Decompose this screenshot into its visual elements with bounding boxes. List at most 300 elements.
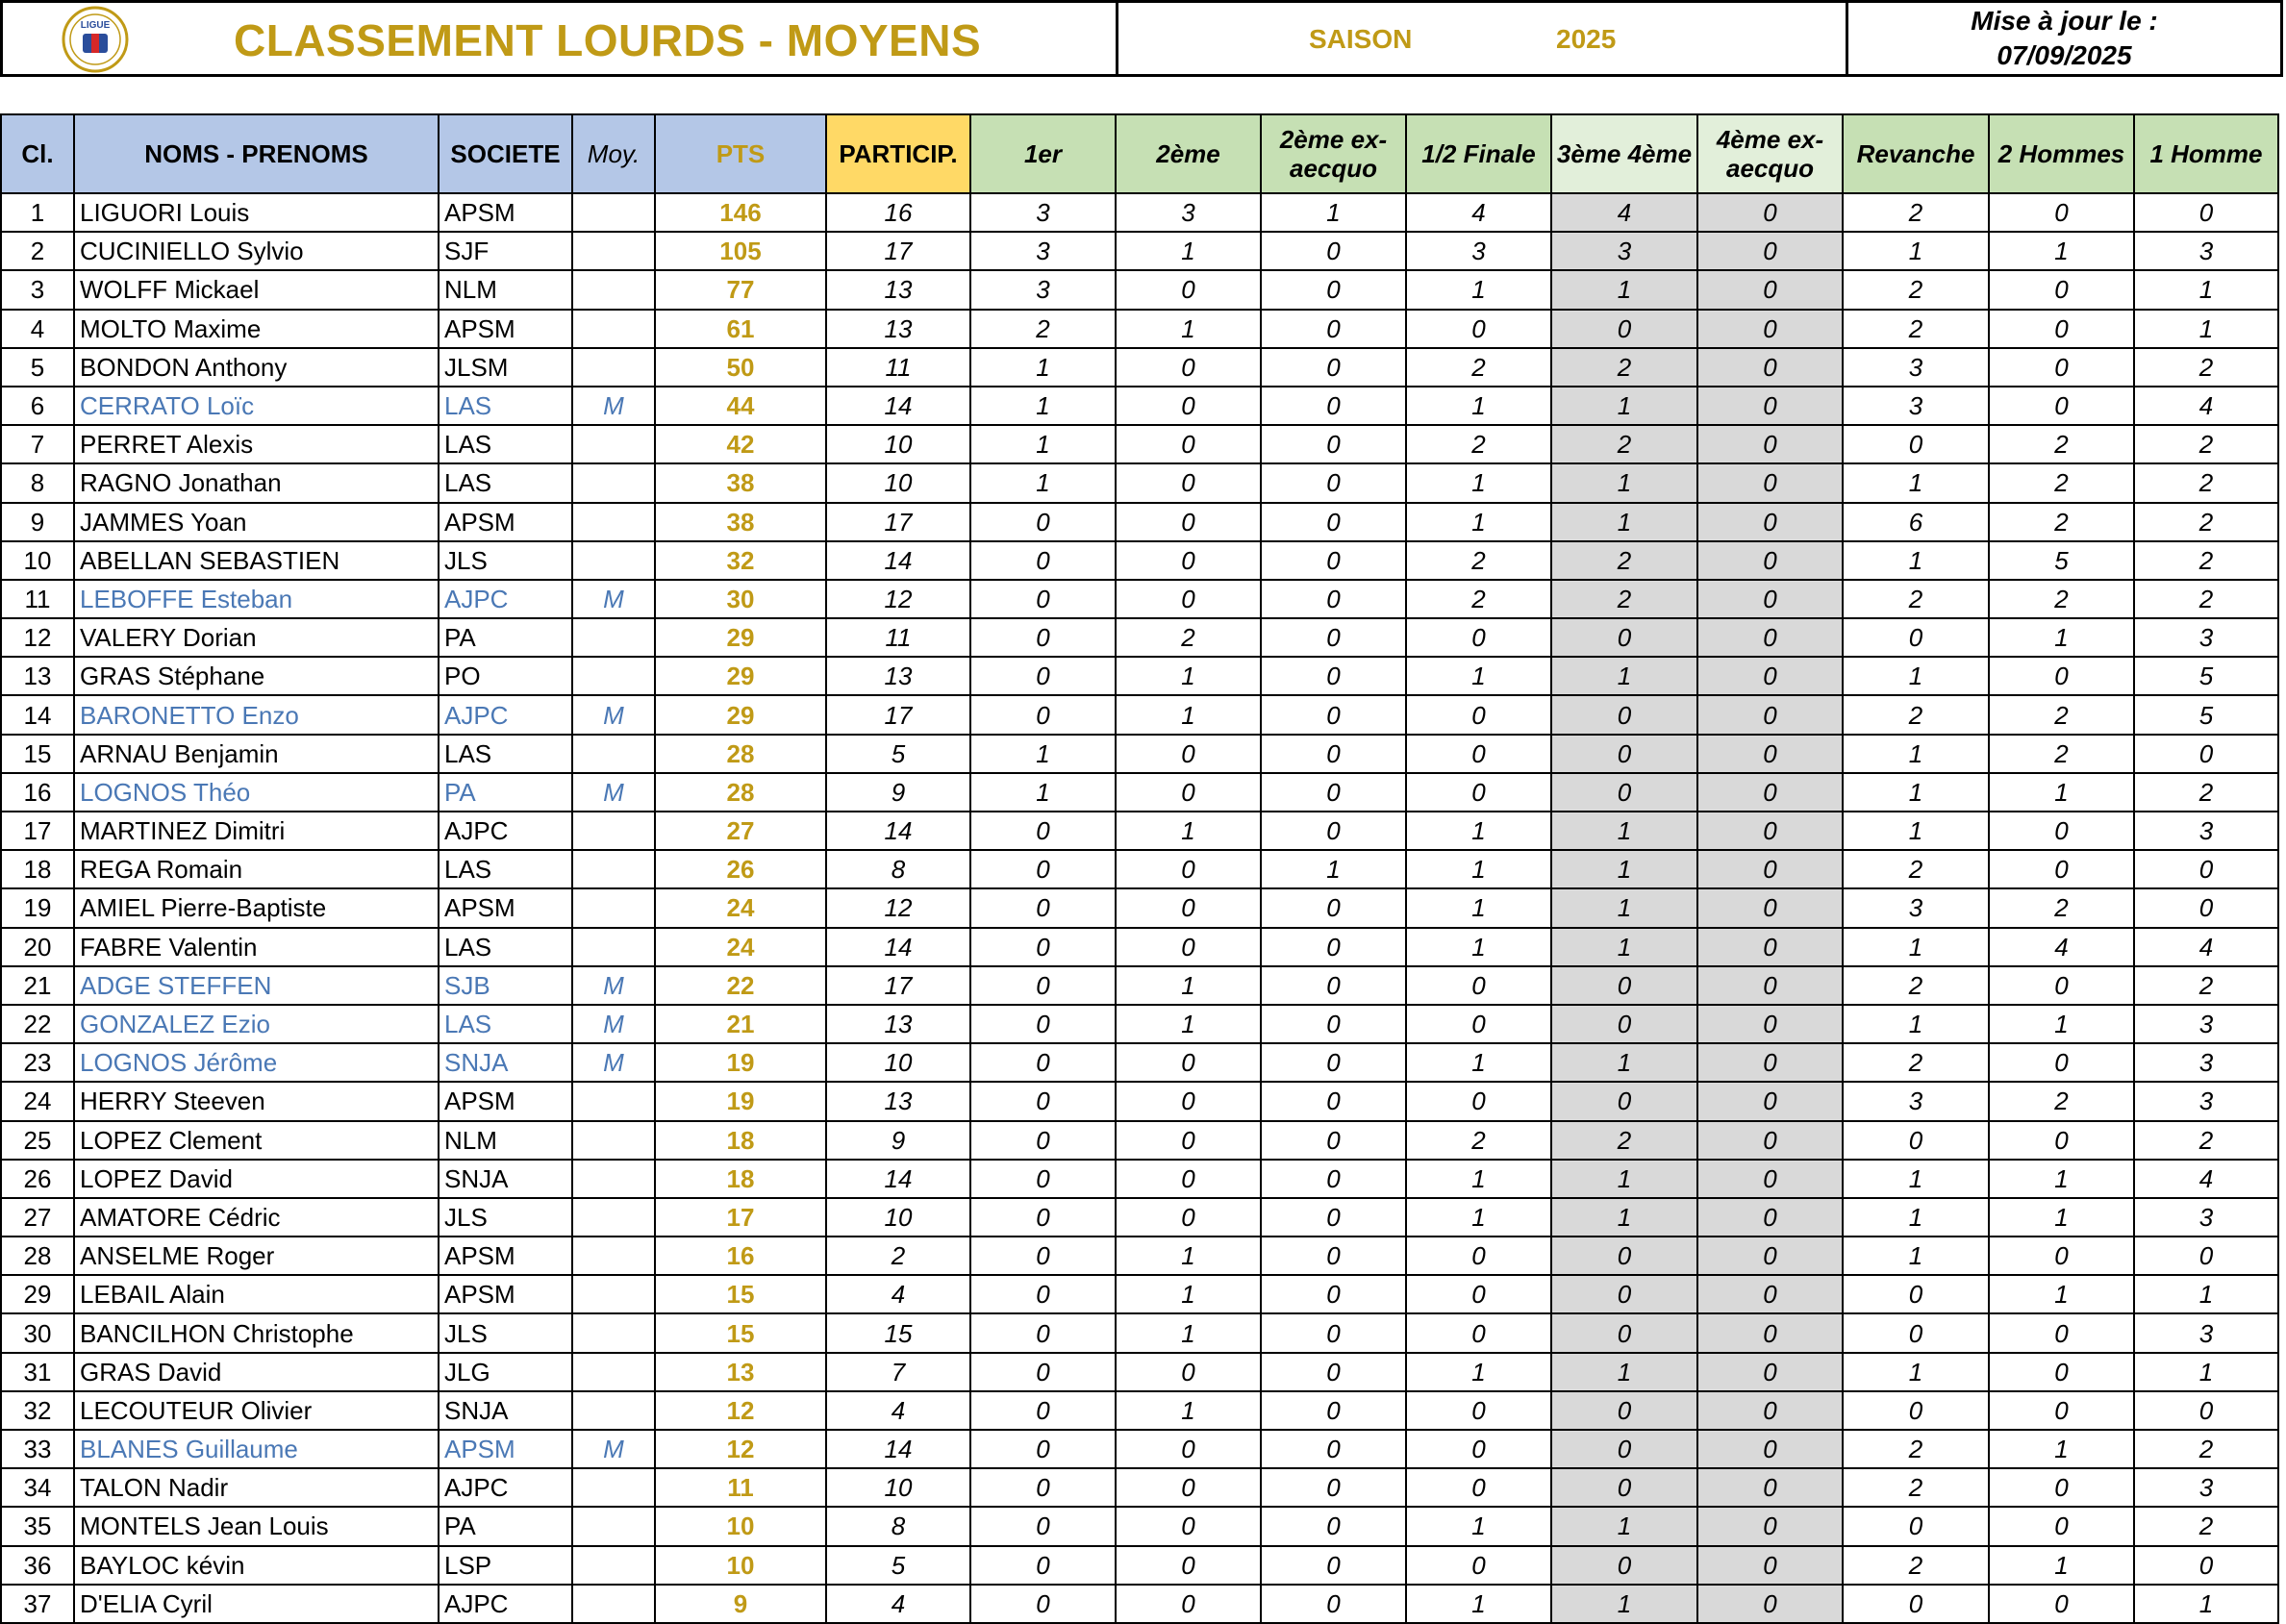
fourth-ex-cell: 0 [1697,541,1843,580]
table-row [1,1468,2278,1507]
season-label: SAISON [1309,24,1413,54]
two-men-cell: 4 [1989,928,2134,966]
table-row [1,1043,2278,1082]
table-row [1,1121,2278,1160]
revanche-cell: 2 [1843,310,1989,348]
third-fourth-cell: 1 [1551,1160,1697,1198]
rank-cell: 24 [1,1082,74,1120]
pts-cell: 17 [655,1198,826,1237]
two-men-cell: 2 [1989,1082,2134,1120]
title-cell [0,0,1118,77]
fourth-ex-cell: 0 [1697,695,1843,734]
table-row [1,695,2278,734]
club-cell: SJF [439,232,572,270]
club-cell: LAS [439,928,572,966]
particip-cell: 7 [826,1353,970,1391]
first-cell: 2 [970,310,1116,348]
pts-cell: 61 [655,310,826,348]
revanche-cell: 1 [1843,773,1989,812]
semi-cell: 1 [1406,503,1551,541]
semi-cell: 0 [1406,1430,1551,1468]
one-man-cell: 2 [2134,966,2278,1005]
name-cell: AMIEL Pierre-Baptiste [74,888,439,927]
one-man-cell: 3 [2134,1198,2278,1237]
revanche-cell: 2 [1843,1430,1989,1468]
two-men-cell: 1 [1989,1198,2134,1237]
moy-cell [572,1275,655,1313]
first-cell: 0 [970,657,1116,695]
table-row [1,1198,2278,1237]
moy-cell: M [572,773,655,812]
fourth-ex-cell: 0 [1697,503,1843,541]
particip-cell: 16 [826,193,970,232]
third-fourth-cell: 0 [1551,1082,1697,1120]
revanche-cell: 2 [1843,1546,1989,1585]
rank-cell: 27 [1,1198,74,1237]
second-ex-cell: 0 [1261,1353,1406,1391]
two-men-cell: 0 [1989,1468,2134,1507]
first-cell: 1 [970,348,1116,387]
particip-cell: 14 [826,812,970,850]
moy-cell [572,1082,655,1120]
third-fourth-cell: 0 [1551,1237,1697,1275]
club-cell: AJPC [439,812,572,850]
club-cell: SJB [439,966,572,1005]
two-men-cell: 1 [1989,1546,2134,1585]
moy-cell [572,928,655,966]
fourth-ex-cell: 0 [1697,1585,1843,1623]
rank-cell: 1 [1,193,74,232]
second-cell: 2 [1116,618,1261,657]
one-man-cell: 0 [2134,1237,2278,1275]
club-cell: JLS [439,541,572,580]
third-fourth-cell: 1 [1551,812,1697,850]
table-row [1,657,2278,695]
fourth-ex-cell: 0 [1697,580,1843,618]
particip-cell: 13 [826,1005,970,1043]
first-cell: 0 [970,1082,1116,1120]
fourth-ex-cell: 0 [1697,232,1843,270]
first-cell: 0 [970,1005,1116,1043]
third-fourth-cell: 3 [1551,232,1697,270]
one-man-cell: 3 [2134,618,2278,657]
revanche-cell: 0 [1843,1391,1989,1430]
pts-cell: 24 [655,928,826,966]
revanche-cell: 0 [1843,1585,1989,1623]
table-row [1,348,2278,387]
moy-cell [572,310,655,348]
third-fourth-cell: 0 [1551,1275,1697,1313]
moy-cell [572,735,655,773]
revanche-cell: 1 [1843,1160,1989,1198]
fourth-ex-cell: 0 [1697,387,1843,425]
pts-cell: 29 [655,618,826,657]
fourth-ex-cell: 0 [1697,463,1843,502]
pts-cell: 15 [655,1313,826,1352]
second-cell: 0 [1116,1043,1261,1082]
semi-cell: 1 [1406,1160,1551,1198]
two-men-cell: 0 [1989,1353,2134,1391]
second-cell: 3 [1116,193,1261,232]
name-cell: ANSELME Roger [74,1237,439,1275]
ranking-body [1,193,2278,1623]
table-row [1,310,2278,348]
particip-cell: 14 [826,541,970,580]
particip-cell: 17 [826,966,970,1005]
two-men-cell: 0 [1989,270,2134,309]
col-header-revanche: Revanche [1843,114,1989,193]
second-cell: 0 [1116,1082,1261,1120]
third-fourth-cell: 0 [1551,618,1697,657]
revanche-cell: 2 [1843,850,1989,888]
page-header [0,0,2286,77]
second-cell: 0 [1116,387,1261,425]
table-row [1,966,2278,1005]
fourth-ex-cell: 0 [1697,1121,1843,1160]
col-header-second-ex: 2ème ex-aecquo [1261,114,1406,193]
club-cell: LAS [439,463,572,502]
third-fourth-cell: 2 [1551,1121,1697,1160]
name-cell: MONTELS Jean Louis [74,1507,439,1545]
second-cell: 1 [1116,1275,1261,1313]
club-cell: PA [439,618,572,657]
one-man-cell: 4 [2134,928,2278,966]
second-cell: 0 [1116,1353,1261,1391]
semi-cell: 0 [1406,695,1551,734]
second-cell: 0 [1116,1160,1261,1198]
moy-cell [572,618,655,657]
fourth-ex-cell: 0 [1697,1082,1843,1120]
two-men-cell: 2 [1989,580,2134,618]
name-cell: ABELLAN SEBASTIEN [74,541,439,580]
rank-cell: 15 [1,735,74,773]
club-cell: PA [439,773,572,812]
table-row [1,1546,2278,1585]
col-header-one-man: 1 Homme [2134,114,2278,193]
first-cell: 0 [970,1313,1116,1352]
club-cell: APSM [439,503,572,541]
second-ex-cell: 0 [1261,1430,1406,1468]
two-men-cell: 5 [1989,541,2134,580]
third-fourth-cell: 2 [1551,348,1697,387]
pts-cell: 50 [655,348,826,387]
first-cell: 0 [970,618,1116,657]
one-man-cell: 2 [2134,1121,2278,1160]
two-men-cell: 0 [1989,310,2134,348]
third-fourth-cell: 0 [1551,1546,1697,1585]
moy-cell: M [572,695,655,734]
table-row [1,270,2278,309]
club-cell: APSM [439,1275,572,1313]
club-cell: JLS [439,1313,572,1352]
name-cell: LEBOFFE Esteban [74,580,439,618]
rank-cell: 35 [1,1507,74,1545]
second-cell: 0 [1116,928,1261,966]
pts-cell: 27 [655,812,826,850]
moy-cell [572,850,655,888]
fourth-ex-cell: 0 [1697,1043,1843,1082]
first-cell: 0 [970,1507,1116,1545]
name-cell: D'ELIA Cyril [74,1585,439,1623]
first-cell: 0 [970,850,1116,888]
name-cell: FABRE Valentin [74,928,439,966]
update-cell [1846,0,2283,77]
second-ex-cell: 0 [1261,1005,1406,1043]
first-cell: 3 [970,232,1116,270]
pts-cell: 18 [655,1121,826,1160]
rank-cell: 19 [1,888,74,927]
fourth-ex-cell: 0 [1697,1468,1843,1507]
second-ex-cell: 1 [1261,850,1406,888]
particip-cell: 10 [826,1468,970,1507]
revanche-cell: 1 [1843,928,1989,966]
rank-cell: 34 [1,1468,74,1507]
pts-cell: 19 [655,1082,826,1120]
particip-cell: 4 [826,1585,970,1623]
moy-cell: M [572,1005,655,1043]
second-cell: 0 [1116,463,1261,502]
revanche-cell: 1 [1843,735,1989,773]
second-cell: 0 [1116,735,1261,773]
club-cell: AJPC [439,695,572,734]
semi-cell: 2 [1406,425,1551,463]
two-men-cell: 2 [1989,503,2134,541]
rank-cell: 28 [1,1237,74,1275]
moy-cell [572,812,655,850]
second-ex-cell: 0 [1261,1391,1406,1430]
pts-cell: 146 [655,193,826,232]
second-cell: 0 [1116,425,1261,463]
revanche-cell: 3 [1843,888,1989,927]
one-man-cell: 1 [2134,1353,2278,1391]
two-men-cell: 0 [1989,1585,2134,1623]
fourth-ex-cell: 0 [1697,1353,1843,1391]
moy-cell [572,657,655,695]
first-cell: 0 [970,928,1116,966]
moy-cell [572,425,655,463]
one-man-cell: 0 [2134,850,2278,888]
name-cell: ADGE STEFFEN [74,966,439,1005]
moy-cell [572,1237,655,1275]
pts-cell: 18 [655,1160,826,1198]
one-man-cell: 0 [2134,735,2278,773]
second-cell: 1 [1116,1391,1261,1430]
rank-cell: 21 [1,966,74,1005]
third-fourth-cell: 1 [1551,270,1697,309]
second-ex-cell: 0 [1261,1507,1406,1545]
pts-cell: 12 [655,1430,826,1468]
rank-cell: 30 [1,1313,74,1352]
moy-cell: M [572,966,655,1005]
fourth-ex-cell: 0 [1697,735,1843,773]
name-cell: TALON Nadir [74,1468,439,1507]
table-row [1,928,2278,966]
ranking-table [0,113,2279,1624]
two-men-cell: 1 [1989,1160,2134,1198]
semi-cell: 0 [1406,1005,1551,1043]
fourth-ex-cell: 0 [1697,1160,1843,1198]
club-cell: PO [439,657,572,695]
table-row [1,425,2278,463]
one-man-cell: 2 [2134,463,2278,502]
fourth-ex-cell: 0 [1697,1391,1843,1430]
semi-cell: 0 [1406,1546,1551,1585]
second-cell: 0 [1116,1468,1261,1507]
semi-cell: 1 [1406,1353,1551,1391]
second-ex-cell: 0 [1261,735,1406,773]
moy-cell [572,463,655,502]
first-cell: 1 [970,387,1116,425]
semi-cell: 2 [1406,541,1551,580]
particip-cell: 10 [826,1043,970,1082]
two-men-cell: 0 [1989,1507,2134,1545]
revanche-cell: 1 [1843,1198,1989,1237]
club-cell: SNJA [439,1391,572,1430]
one-man-cell: 2 [2134,503,2278,541]
club-cell: SNJA [439,1043,572,1082]
table-row [1,463,2278,502]
name-cell: RAGNO Jonathan [74,463,439,502]
pts-cell: 32 [655,541,826,580]
particip-cell: 12 [826,888,970,927]
one-man-cell: 3 [2134,1468,2278,1507]
table-row [1,387,2278,425]
second-ex-cell: 0 [1261,1313,1406,1352]
third-fourth-cell: 1 [1551,928,1697,966]
name-cell: GONZALEZ Ezio [74,1005,439,1043]
pts-cell: 11 [655,1468,826,1507]
rank-cell: 25 [1,1121,74,1160]
col-header-name: NOMS - PRENOMS [74,114,439,193]
page-title: CLASSEMENT LOURDS - MOYENS [234,15,982,65]
pts-cell: 30 [655,580,826,618]
first-cell: 1 [970,463,1116,502]
table-row [1,1237,2278,1275]
second-ex-cell: 0 [1261,1546,1406,1585]
two-men-cell: 1 [1989,1430,2134,1468]
rank-cell: 14 [1,695,74,734]
semi-cell: 1 [1406,1585,1551,1623]
third-fourth-cell: 2 [1551,541,1697,580]
club-cell: NLM [439,1121,572,1160]
name-cell: REGA Romain [74,850,439,888]
table-row [1,850,2278,888]
pts-cell: 28 [655,735,826,773]
third-fourth-cell: 0 [1551,735,1697,773]
revanche-cell: 2 [1843,270,1989,309]
pts-cell: 29 [655,695,826,734]
second-ex-cell: 0 [1261,695,1406,734]
two-men-cell: 1 [1989,232,2134,270]
fourth-ex-cell: 0 [1697,1430,1843,1468]
moy-cell: M [572,1430,655,1468]
one-man-cell: 0 [2134,888,2278,927]
col-header-fourth-ex: 4ème ex-aecquo [1697,114,1843,193]
rank-cell: 3 [1,270,74,309]
semi-cell: 1 [1406,1043,1551,1082]
col-header-rank: Cl. [1,114,74,193]
two-men-cell: 2 [1989,888,2134,927]
third-fourth-cell: 1 [1551,1198,1697,1237]
revanche-cell: 1 [1843,657,1989,695]
second-ex-cell: 0 [1261,425,1406,463]
table-row [1,1313,2278,1352]
moy-cell [572,1546,655,1585]
moy-cell [572,348,655,387]
two-men-cell: 0 [1989,812,2134,850]
moy-cell [572,1585,655,1623]
rank-cell: 22 [1,1005,74,1043]
two-men-cell: 0 [1989,966,2134,1005]
update-date: 07/09/2025 [1997,40,2132,70]
club-cell: LAS [439,387,572,425]
third-fourth-cell: 1 [1551,1585,1697,1623]
table-row [1,1005,2278,1043]
pts-cell: 13 [655,1353,826,1391]
revanche-cell: 0 [1843,1275,1989,1313]
revanche-cell: 2 [1843,1468,1989,1507]
fourth-ex-cell: 0 [1697,812,1843,850]
table-row [1,735,2278,773]
club-cell: LAS [439,735,572,773]
first-cell: 0 [970,966,1116,1005]
first-cell: 0 [970,1585,1116,1623]
third-fourth-cell: 1 [1551,1043,1697,1082]
fourth-ex-cell: 0 [1697,310,1843,348]
second-ex-cell: 0 [1261,928,1406,966]
particip-cell: 14 [826,1160,970,1198]
second-cell: 0 [1116,773,1261,812]
second-ex-cell: 0 [1261,463,1406,502]
semi-cell: 2 [1406,348,1551,387]
first-cell: 1 [970,425,1116,463]
pts-cell: 10 [655,1507,826,1545]
club-cell: APSM [439,1082,572,1120]
table-row [1,580,2278,618]
one-man-cell: 1 [2134,1275,2278,1313]
rank-cell: 23 [1,1043,74,1082]
particip-cell: 10 [826,1198,970,1237]
second-cell: 0 [1116,1121,1261,1160]
particip-cell: 13 [826,270,970,309]
league-logo-icon [57,5,134,74]
semi-cell: 1 [1406,463,1551,502]
revanche-cell: 2 [1843,966,1989,1005]
particip-cell: 4 [826,1275,970,1313]
two-men-cell: 0 [1989,850,2134,888]
second-ex-cell: 0 [1261,270,1406,309]
second-cell: 0 [1116,1507,1261,1545]
second-cell: 0 [1116,1546,1261,1585]
name-cell: LEBAIL Alain [74,1275,439,1313]
particip-cell: 14 [826,928,970,966]
rank-cell: 18 [1,850,74,888]
rank-cell: 7 [1,425,74,463]
semi-cell: 1 [1406,888,1551,927]
moy-cell [572,1353,655,1391]
revanche-cell: 6 [1843,503,1989,541]
table-row [1,888,2278,927]
particip-cell: 14 [826,387,970,425]
pts-cell: 38 [655,463,826,502]
club-cell: AJPC [439,580,572,618]
one-man-cell: 1 [2134,270,2278,309]
one-man-cell: 3 [2134,812,2278,850]
revanche-cell: 3 [1843,1082,1989,1120]
table-row [1,1391,2278,1430]
rank-cell: 20 [1,928,74,966]
first-cell: 0 [970,888,1116,927]
